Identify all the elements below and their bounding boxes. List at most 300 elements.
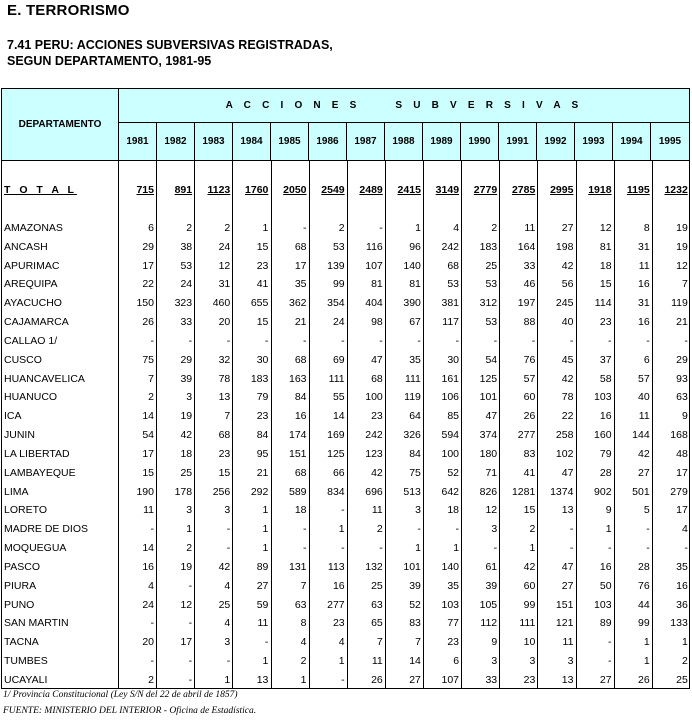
value-cell: 15 (256, 240, 269, 253)
value-cell: 460 (212, 297, 231, 310)
department-name: UCAYALI (4, 673, 48, 686)
value-cell: 11 (638, 259, 650, 272)
value-cell: 78 (218, 372, 231, 385)
table-row (1, 577, 690, 595)
value-cell: 26 (142, 316, 154, 329)
value-cell: 1 (262, 504, 269, 517)
year-header-3: 1984 (233, 123, 271, 160)
value-cell: 13 (218, 391, 231, 404)
value-cell: 75 (409, 466, 421, 479)
value-cell: 99 (523, 598, 536, 611)
year-header-4: 1985 (271, 123, 309, 160)
value-cell: 11 (371, 655, 383, 668)
value-cell: 834 (327, 485, 345, 498)
value-cell: 4 (681, 523, 688, 536)
value-cell: 354 (327, 297, 345, 310)
value-cell: 2 (224, 222, 231, 234)
value-cell: - (455, 523, 460, 536)
department-name: TUMBES (4, 655, 48, 668)
value-cell: 85 (447, 410, 460, 423)
value-cell: 101 (479, 391, 498, 404)
value-cell: 501 (632, 485, 650, 498)
value-cell: 12 (218, 259, 231, 272)
value-cell: - (379, 222, 383, 234)
value-cell: 88 (523, 316, 536, 329)
value-cell: 513 (403, 485, 421, 498)
department-name: ICA (4, 410, 22, 423)
table-title-line-2: SEGUN DEPARTAMENTO, 1981-95 (7, 54, 212, 68)
table-row (1, 558, 690, 576)
value-cell: 151 (288, 447, 307, 460)
value-cell: 1918 (588, 184, 612, 196)
value-cell: 16 (638, 278, 650, 291)
value-cell: 131 (288, 560, 307, 573)
value-cell: 1 (338, 523, 345, 536)
value-cell: 27 (409, 673, 421, 686)
value-cell: - (226, 523, 231, 536)
value-cell: 42 (638, 447, 650, 460)
value-cell: - (646, 523, 650, 536)
value-cell: 125 (327, 447, 345, 460)
value-cell: 102 (555, 447, 574, 460)
value-cell: 47 (371, 353, 383, 366)
value-cell: 174 (288, 429, 307, 442)
value-cell: 655 (250, 297, 269, 310)
value-cell: 14 (142, 542, 154, 555)
value-cell: 140 (403, 259, 421, 272)
value-cell: 4 (224, 617, 231, 630)
value-cell: 100 (365, 391, 383, 404)
department-name: LA LIBERTAD (4, 447, 70, 460)
value-cell: 23 (599, 316, 612, 329)
value-cell: 19 (676, 240, 688, 253)
value-cell: 198 (555, 240, 574, 253)
value-cell: 37 (599, 353, 612, 366)
value-cell: 3 (491, 523, 498, 536)
table-row (1, 520, 690, 538)
value-cell: 53 (447, 278, 460, 291)
value-cell: 42 (561, 259, 574, 272)
value-cell: 3 (186, 391, 193, 404)
department-name: TACNA (4, 636, 39, 649)
table-row (1, 294, 690, 312)
value-cell: 38 (180, 240, 193, 253)
value-cell: 36 (676, 598, 688, 611)
value-cell: - (226, 334, 231, 347)
value-cell: 1 (453, 542, 460, 555)
value-cell: 2 (681, 655, 688, 668)
value-cell: 13 (561, 504, 574, 517)
value-cell: 78 (561, 391, 574, 404)
value-cell: 2489 (359, 184, 383, 196)
value-cell: 114 (594, 297, 612, 310)
value-cell: 1232 (664, 184, 688, 196)
value-cell: 12 (676, 259, 688, 272)
value-cell: 4 (453, 222, 460, 234)
value-cell: - (341, 504, 345, 517)
value-cell: 13 (256, 673, 269, 686)
value-cell: 150 (136, 297, 154, 310)
value-cell: 11 (524, 222, 536, 234)
value-cell: 121 (555, 617, 574, 630)
value-cell: 1281 (511, 485, 536, 498)
value-cell: 164 (517, 240, 536, 253)
value-cell: 31 (218, 278, 231, 291)
value-cell: - (684, 334, 688, 347)
table-title (7, 37, 333, 69)
value-cell: 178 (174, 485, 193, 498)
value-cell: 16 (294, 410, 307, 423)
department-name: MOQUEGUA (4, 542, 67, 555)
value-cell: 14 (142, 410, 154, 423)
value-cell: 103 (594, 391, 612, 404)
value-cell: 7 (148, 372, 154, 385)
value-cell: 60 (523, 391, 536, 404)
value-cell: 125 (479, 372, 498, 385)
value-cell: 2 (491, 222, 498, 234)
value-cell: 2415 (397, 184, 421, 196)
value-cell: 23 (523, 673, 536, 686)
value-cell: 7 (415, 636, 421, 649)
value-cell: 2785 (511, 184, 536, 196)
value-cell: 57 (523, 372, 536, 385)
value-cell: 151 (555, 598, 574, 611)
value-cell: 63 (371, 598, 383, 611)
value-cell: 17 (676, 504, 688, 517)
value-cell: 39 (409, 579, 421, 592)
value-cell: 169 (327, 429, 345, 442)
value-cell: 41 (256, 278, 269, 291)
value-cell: 40 (561, 316, 574, 329)
value-cell: 77 (447, 617, 460, 630)
value-cell: 53 (180, 259, 193, 272)
value-cell: - (646, 334, 650, 347)
value-cell: 27 (561, 222, 574, 234)
department-name: MADRE DE DIOS (4, 523, 89, 536)
source-note: FUENTE: MINISTERIO DEL INTERIOR - Oficina de Estadística. (3, 706, 257, 716)
value-cell: 14 (409, 655, 421, 668)
value-cell: 44 (638, 598, 650, 611)
value-cell: 258 (555, 429, 574, 442)
value-cell: - (341, 542, 345, 555)
value-cell: 16 (142, 560, 154, 573)
value-cell: - (303, 334, 307, 347)
value-cell: 17 (676, 466, 688, 479)
value-cell: 116 (366, 240, 383, 253)
value-cell: 26 (638, 673, 650, 686)
value-cell: 589 (288, 485, 307, 498)
department-name: AYACUCHO (4, 297, 62, 310)
value-cell: 17 (294, 259, 307, 272)
value-cell: 6 (643, 353, 650, 366)
value-cell: 64 (409, 410, 421, 423)
department-name: AREQUIPA (4, 278, 58, 291)
value-cell: 11 (638, 410, 650, 423)
value-cell: 362 (288, 297, 307, 310)
value-cell: 183 (250, 372, 269, 385)
value-cell: 3 (529, 655, 536, 668)
table-row (1, 407, 690, 425)
value-cell: 891 (174, 184, 193, 196)
department-name: SAN MARTIN (4, 617, 69, 630)
value-cell: 1 (605, 523, 612, 536)
value-cell: 25 (676, 673, 688, 686)
value-cell: 245 (555, 297, 574, 310)
value-cell: 53 (485, 316, 498, 329)
value-cell: 3 (415, 504, 421, 517)
value-cell: 1195 (626, 184, 650, 196)
value-cell: 18 (294, 504, 307, 517)
value-cell: 2 (148, 673, 154, 686)
value-cell: 168 (670, 429, 688, 442)
value-cell: 1 (415, 222, 421, 234)
value-cell: - (531, 334, 536, 347)
table-row (1, 275, 690, 293)
value-cell: 58 (599, 372, 612, 385)
value-cell: - (608, 655, 612, 668)
value-cell: 68 (294, 240, 307, 253)
value-cell: 29 (142, 240, 154, 253)
value-cell: 79 (256, 391, 269, 404)
value-cell: 79 (599, 447, 612, 460)
value-cell: 140 (441, 560, 460, 573)
value-cell: - (264, 334, 269, 347)
value-cell: 1123 (207, 184, 231, 196)
value-cell: 161 (441, 372, 460, 385)
value-cell: 50 (599, 579, 612, 592)
value-cell: 103 (441, 598, 460, 611)
table-row (1, 596, 690, 614)
value-cell: 16 (599, 560, 612, 573)
value-cell: 18 (447, 504, 460, 517)
value-cell: - (608, 542, 612, 555)
value-cell: 8 (300, 617, 307, 630)
value-cell: 18 (599, 259, 612, 272)
value-cell: - (303, 542, 307, 555)
value-cell: 277 (327, 598, 345, 611)
value-cell: 68 (371, 372, 383, 385)
department-name: PIURA (4, 579, 37, 592)
value-cell: 1 (338, 655, 345, 668)
value-cell: 19 (180, 410, 193, 423)
value-cell: 15 (523, 504, 536, 517)
value-cell: 29 (180, 353, 193, 366)
value-cell: 404 (365, 297, 383, 310)
value-cell: 24 (180, 278, 193, 291)
value-cell: 47 (561, 466, 574, 479)
table-row (1, 219, 690, 237)
value-cell: 81 (371, 278, 383, 291)
value-cell: 11 (371, 504, 383, 517)
table-row (1, 332, 690, 350)
value-cell: 23 (218, 447, 231, 460)
value-cell: 47 (561, 560, 574, 573)
value-cell: 11 (562, 636, 574, 649)
value-cell: - (226, 542, 231, 555)
value-cell: - (684, 542, 688, 555)
value-cell: 1 (262, 222, 269, 234)
value-cell: 2050 (283, 184, 307, 196)
value-cell: 1 (415, 542, 421, 555)
value-cell: 902 (594, 485, 612, 498)
value-cell: 26 (523, 410, 536, 423)
value-cell: 67 (409, 316, 421, 329)
value-cell: 63 (676, 391, 688, 404)
value-cell: 100 (441, 447, 460, 460)
value-cell: 16 (638, 316, 650, 329)
value-cell: 133 (670, 617, 688, 630)
value-cell: 33 (180, 316, 193, 329)
value-cell: 99 (638, 617, 650, 630)
value-cell: 119 (404, 391, 421, 404)
value-cell: 16 (676, 579, 688, 592)
value-cell: 28 (638, 560, 650, 573)
value-cell: 41 (523, 466, 536, 479)
value-cell: 2 (376, 523, 383, 536)
department-name: ANCASH (4, 240, 48, 253)
value-cell: 4 (224, 579, 231, 592)
value-cell: 25 (218, 598, 231, 611)
value-cell: 65 (371, 617, 383, 630)
value-cell: 105 (479, 598, 498, 611)
table-row (1, 370, 690, 388)
value-cell: 55 (332, 391, 345, 404)
value-cell: 48 (676, 447, 688, 460)
value-cell: - (569, 334, 574, 347)
value-cell: 71 (485, 466, 498, 479)
value-cell: 292 (250, 485, 269, 498)
value-cell: 111 (519, 617, 536, 630)
year-header-9: 1990 (461, 123, 499, 160)
value-cell: 21 (676, 316, 688, 329)
value-cell: - (569, 542, 574, 555)
value-cell: 1 (300, 673, 307, 686)
value-cell: 23 (447, 636, 460, 649)
value-cell: 39 (485, 579, 498, 592)
value-cell: - (417, 523, 421, 536)
department-name: CUSCO (4, 353, 42, 366)
value-cell: 2549 (321, 184, 345, 196)
table-row (1, 464, 690, 482)
value-cell: 68 (294, 353, 307, 366)
year-header-13: 1994 (613, 123, 651, 160)
value-cell: 84 (409, 447, 421, 460)
value-cell: 35 (294, 278, 307, 291)
value-cell: 27 (256, 579, 269, 592)
value-cell: 190 (136, 485, 154, 498)
value-cell: 123 (365, 447, 383, 460)
value-cell: - (341, 673, 345, 686)
value-cell: 6 (453, 655, 460, 668)
value-cell: 163 (288, 372, 307, 385)
value-cell: 25 (371, 579, 383, 592)
value-cell: 696 (365, 485, 383, 498)
value-cell: 56 (561, 278, 574, 291)
value-cell: - (493, 542, 498, 555)
value-cell: 30 (256, 353, 269, 366)
value-cell: 1 (643, 636, 650, 649)
value-cell: - (379, 542, 383, 555)
table-row (1, 633, 690, 651)
value-cell: 6 (148, 222, 154, 234)
total-label: T O T A L (4, 184, 77, 196)
value-cell: 2995 (550, 184, 574, 196)
year-header-1: 1982 (157, 123, 195, 160)
value-cell: 2 (186, 222, 193, 234)
value-cell: 8 (643, 222, 650, 234)
value-cell: - (341, 334, 345, 347)
value-cell: 242 (365, 429, 383, 442)
year-header-14: 1995 (658, 136, 682, 147)
department-name: HUANCAVELICA (4, 372, 85, 385)
acciones-subversivas-group-header (119, 89, 689, 123)
value-cell: - (608, 636, 612, 649)
department-name: APURIMAC (4, 259, 60, 272)
value-cell: 30 (447, 353, 460, 366)
value-cell: - (493, 334, 498, 347)
value-cell: 21 (294, 316, 307, 329)
value-cell: 59 (256, 598, 269, 611)
value-cell: 2 (148, 391, 154, 404)
department-name: CAJAMARCA (4, 316, 69, 329)
value-cell: 25 (180, 466, 193, 479)
value-cell: 39 (180, 372, 193, 385)
value-cell: - (303, 523, 307, 536)
value-cell: 68 (447, 259, 460, 272)
value-cell: 1 (529, 542, 536, 555)
value-cell: 9 (681, 410, 688, 423)
year-header-12: 1993 (575, 123, 613, 160)
value-cell: 1 (224, 673, 231, 686)
value-cell: 180 (479, 447, 498, 460)
department-name: CALLAO 1/ (4, 334, 58, 347)
value-cell: 112 (480, 617, 498, 630)
value-cell: 24 (218, 240, 231, 253)
value-cell: 107 (441, 673, 460, 686)
value-cell: 60 (523, 579, 536, 592)
value-cell: 715 (136, 184, 154, 196)
value-cell: - (150, 523, 154, 536)
value-cell: 57 (638, 372, 650, 385)
value-cell: 35 (447, 579, 460, 592)
value-cell: 107 (365, 259, 383, 272)
value-cell: 31 (638, 240, 650, 253)
department-name: JUNIN (4, 429, 35, 442)
value-cell: 32 (218, 353, 231, 366)
value-cell: - (379, 334, 383, 347)
value-cell: - (417, 334, 421, 347)
year-header-2: 1983 (195, 123, 233, 160)
value-cell: 3 (186, 504, 193, 517)
value-cell: 22 (561, 410, 574, 423)
value-cell: 381 (441, 297, 460, 310)
value-cell: 3 (567, 655, 574, 668)
value-cell: 12 (599, 222, 612, 234)
department-name: AMAZONAS (4, 222, 63, 234)
value-cell: 119 (671, 297, 688, 310)
table-row (1, 257, 690, 275)
value-cell: 27 (599, 673, 612, 686)
value-cell: 197 (517, 297, 536, 310)
value-cell: 144 (632, 429, 650, 442)
value-cell: 2 (338, 222, 345, 234)
year-header-7: 1988 (385, 123, 423, 160)
value-cell: 101 (403, 560, 421, 573)
table-row (1, 652, 690, 670)
value-cell: 242 (441, 240, 460, 253)
value-cell: 15 (256, 316, 269, 329)
value-cell: 160 (594, 429, 612, 442)
